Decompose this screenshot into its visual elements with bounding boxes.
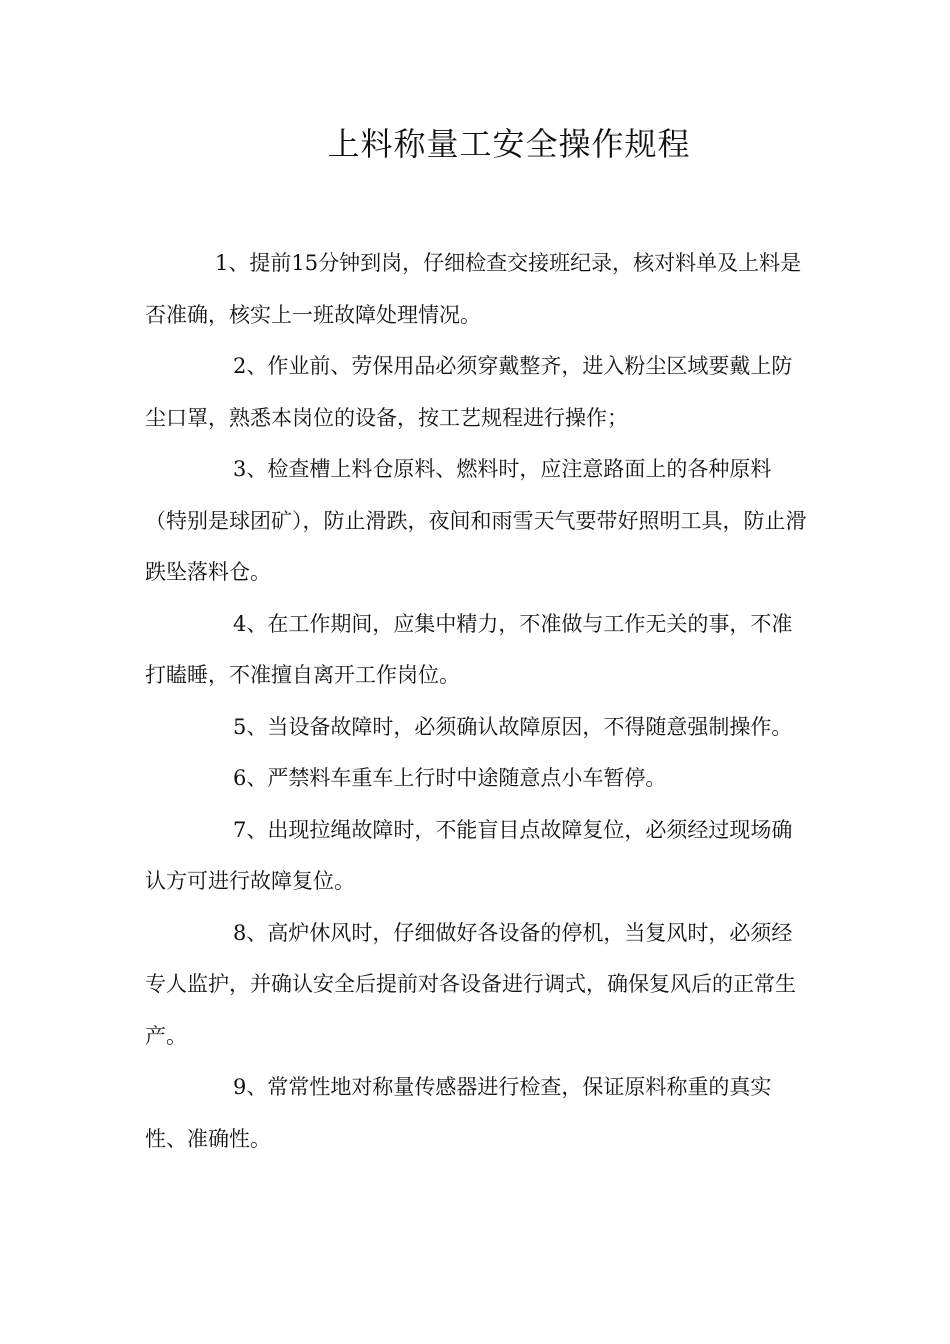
paragraph-9: 9、常常性地对称量传感器进行检查，保证原料称重的真实性、准确性。 [145, 1075, 772, 1151]
paragraph-4: 4、在工作期间，应集中精力，不准做与工作无关的事，不准打瞌睡，不准擅自离开工作岗位。 [145, 611, 793, 687]
page-title: 上料称量工安全操作规程 [327, 125, 691, 163]
paragraph-3: 3、检查槽上料仓原料、燃料时，应注意路面上的各种原料（特别是球团矿），防止滑跌，夜间和雨雪天气要带好照明工具，防止滑跌坠落料仓。 [145, 457, 807, 584]
paragraph-6: 6、严禁料车重车上行时中途随意点小车暂停。 [233, 766, 667, 790]
paragraph-5: 5、当设备故障时，必须确认故障原因，不得随意强制操作。 [233, 714, 793, 739]
paragraph-2: 2、作业前、劳保用品必须穿戴整齐，进入粉尘区域要戴上防尘口罩，熟悉本岗位的设备，按工艺规程进行操作； [145, 354, 793, 430]
paragraph-8: 8、高炉休风时，仔细做好各设备的停机，当复风时，必须经专人监护，并确认安全后提前对各设备进行调式，确保复风后的正常生产。 [145, 920, 796, 1048]
paragraph-1: 1、提前15分钟到岗，仔细检查交接班纪录，核对料单及上料是否准确，核实上一班故障处理情况。 [145, 251, 802, 327]
document-body [145, 238, 807, 1165]
paragraph-7: 7、出现拉绳故障时，不能盲目点故障复位，必须经过现场确认方可进行故障复位。 [145, 817, 793, 893]
